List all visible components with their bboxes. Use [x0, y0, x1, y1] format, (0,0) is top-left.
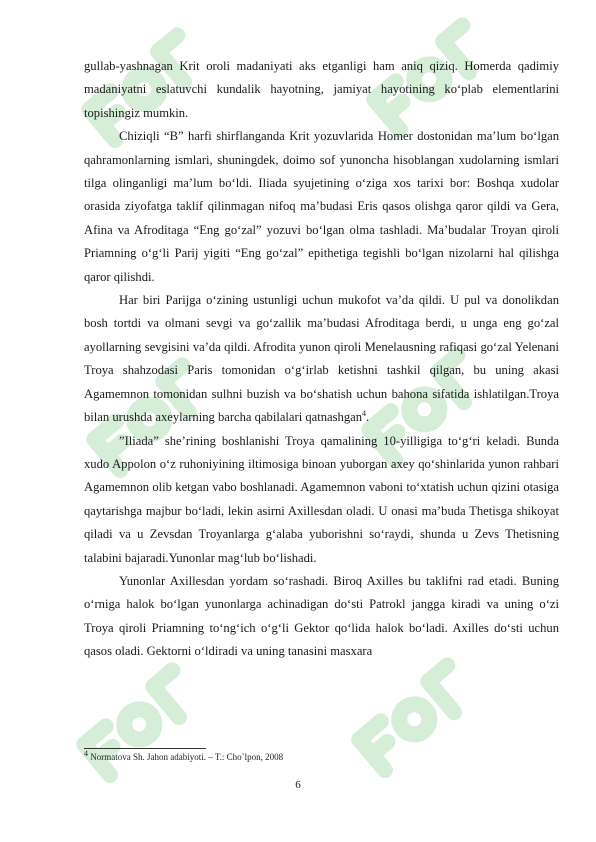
- footnote: [84, 749, 559, 762]
- paragraph: gullab-yashnagan Krit oroli madaniyati aks etganligi ham aniq qiziq. Homerda qadimiy madaniyatni eslatuvchi kundalik hayotning, jamiyat hayotining ko‘plab elementlarini topishingiz mumkin.: [84, 59, 559, 120]
- paragraph: Chiziqli “B” harfi shirflanganda Krit yozuvlarida Homer dostonidan ma’lum bo‘lgan qahramonlarning ismlari, shuningdek, doimo sof yunoncha hisoblangan xudolarning ismlari tilga olinganligi ma’lum bo‘ldi. Iliada syujetining o‘ziga xos tarixi bor: Boshqa xudolar orasida ziyofatga taklif qilinmagan nifoq ma’budasi Eris qasos olishga qaror qildi va Gera, Afina va Afroditaga “Eng go‘zal” yozuvi bo‘lgan olma tashladi. Ma’budalar Troyan qiroli Priamning o‘g‘li Parij yigiti “Eng go‘zal” epithetiga tegishli bo‘lgan nizolarni hal qilishga qaror qilishdi.: [84, 129, 559, 284]
- footnote-divider: [84, 748, 206, 749]
- page-number: 6: [295, 779, 301, 791]
- footnote-reference[interactable]: 4: [362, 408, 367, 418]
- paragraph: [84, 289, 559, 429]
- footnote-number: 4: [84, 749, 88, 758]
- paragraph-text: Har biri Parijga o‘zining ustunligi uchun mukofot va’da qildi. U pul va donolikdan bosh tortdi va olmani sevgi va go‘zallik ma’budasi Afroditaga berdi, u unga eng go‘zal ayollarning sevgisini va’da qildi. Afrodita yunon qiroli Menelausning rafiqasi go‘zal Yelenani Troya shahzodasi Paris tomonidan o‘g‘irlab ketishni tashkil qilgan, bu uning akasi Agamemnon tomonidan sulhni buzish va bo‘shatish uchun bahona sifatida ishlatilgan.Troya bilan urushda axeylarning barcha qabilalari qatnashgan: [84, 293, 559, 425]
- footnote-text: Normatova Sh. Jahon adabiyoti. – T.: Cho`lpon, 2008: [88, 752, 284, 762]
- paragraph: ”Iliada” she’rining boshlanishi Troya qamalining 10-yilligiga to‘g‘ri keladi. Bunda xudo Appolon o‘z ruhoniyining iltimosiga binoan yuborgan axey qo‘shinlarida yunon rahbari Agamemnon olib ketgan vabo boshlanadi. Agamemnon vaboni to‘xtatish uchun qizini otasiga qaytarishga majbur bo‘ladi, lekin asirni Axillesdan oladi. U onasi ma’buda Thetisga shikoyat qiladi va u Zevsdan Troyanlarga g‘alaba yuborishni so‘raydi, shunda u Zevs Thetisning talabini bajaradi.Yunonlar mag‘lub bo‘lishadi.: [84, 433, 559, 565]
- body-text: [84, 55, 559, 664]
- paragraph-tail: .: [366, 410, 370, 425]
- paragraph: Yunonlar Axillesdan yordam so‘rashadi. Biroq Axilles bu taklifni rad etadi. Buning o‘rniga halok bo‘lgan yunonlarga achinadigan do‘sti Patrokl jangga kiradi va uning o‘zi Troya qiroli Priamning to‘ng‘ich o‘g‘li Gektor qo‘lida halok bo‘ladi. Axilles do‘sti uchun qasos oladi. Gektorni o‘ldiradi va uning tanasini masxara: [84, 573, 559, 659]
